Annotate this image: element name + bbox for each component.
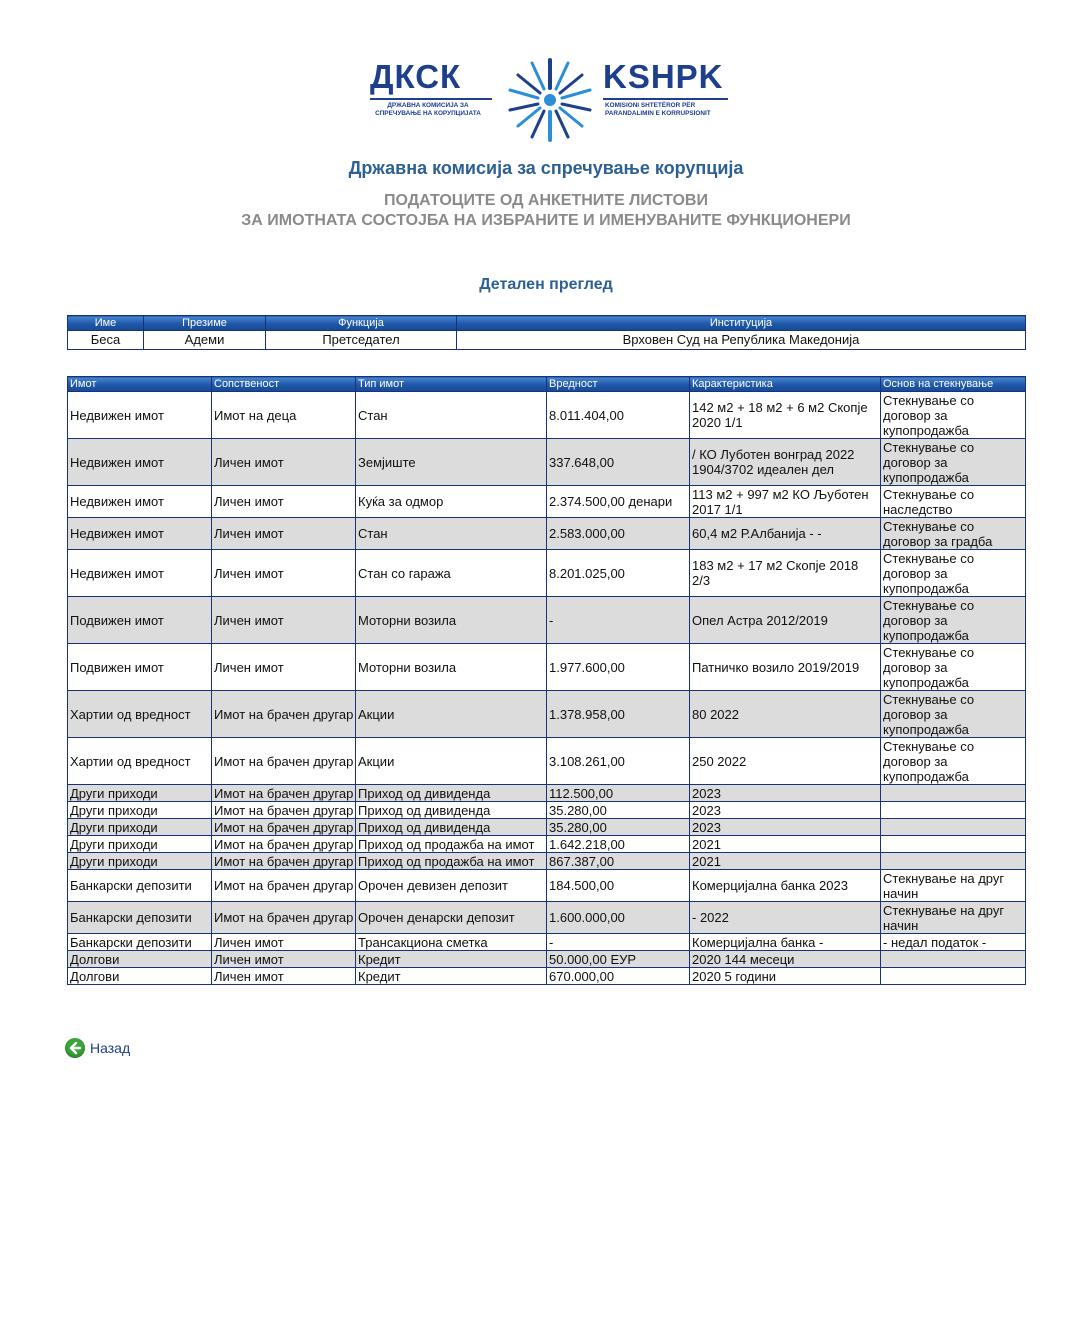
asset-cell: Долгови xyxy=(68,968,212,985)
basis-cell xyxy=(881,802,1026,819)
ownership-cell: Личен имот xyxy=(212,644,356,691)
value-cell: 1.600.000,00 xyxy=(547,902,690,934)
characteristic-cell: 113 м2 + 997 м2 КО Љуботен 2017 1/1 xyxy=(690,486,881,518)
basis-cell: Стекнување со договор за градба xyxy=(881,518,1026,550)
header-value: Вредност xyxy=(547,377,690,392)
header-acquisition-basis: Основ на стекнување xyxy=(881,377,1026,392)
logo xyxy=(360,50,740,150)
characteristic-cell: 60,4 м2 Р.Албанија - - xyxy=(690,518,881,550)
type-cell: Приход од дивиденда xyxy=(356,819,547,836)
characteristic-cell: 142 м2 + 18 м2 + 6 м2 Скопје 2020 1/1 xyxy=(690,392,881,439)
type-cell: Кредит xyxy=(356,968,547,985)
basis-cell: Стекнување на друг начин xyxy=(881,870,1026,902)
table-row xyxy=(68,968,1026,985)
asset-cell: Други приходи xyxy=(68,785,212,802)
ownership-cell: Имот на брачен другар xyxy=(212,785,356,802)
page-subtitle-line1: ПОДАТОЦИТЕ ОД АНКЕТНИТЕ ЛИСТОВИ xyxy=(384,192,708,209)
basis-cell: Стекнување со наследство xyxy=(881,486,1026,518)
value-cell: 1.378.958,00 xyxy=(547,691,690,738)
asset-cell: Хартии од вредност xyxy=(68,691,212,738)
institution-value: Врховен Суд на Република Македонија xyxy=(457,331,1026,350)
type-cell: Земјиште xyxy=(356,439,547,486)
value-cell: 50.000,00 ЕУР xyxy=(547,951,690,968)
basis-cell xyxy=(881,836,1026,853)
basis-cell xyxy=(881,853,1026,870)
characteristic-cell: Опел Астра 2012/2019 xyxy=(690,597,881,644)
value-cell: 184.500,00 xyxy=(547,870,690,902)
value-cell: 112.500,00 xyxy=(547,785,690,802)
characteristic-cell: 183 м2 + 17 м2 Скопје 2018 2/3 xyxy=(690,550,881,597)
value-cell: 1.642.218,00 xyxy=(547,836,690,853)
official-info-table xyxy=(67,315,1026,350)
basis-cell xyxy=(881,968,1026,985)
first-name-value: Беса xyxy=(68,331,144,350)
characteristic-cell: 250 2022 xyxy=(690,738,881,785)
characteristic-cell: 2023 xyxy=(690,802,881,819)
type-cell: Приход од дивиденда xyxy=(356,785,547,802)
sunburst-icon xyxy=(490,50,610,150)
assets-table xyxy=(67,376,1026,985)
header-characteristic: Карактеристика xyxy=(690,377,881,392)
logo-subtitle-mk: ДРЖАВНА КОМИСИЈА ЗА СПРЕЧУВАЊЕ НА КОРУПЦИЈАТА xyxy=(375,102,481,117)
value-cell: 1.977.600,00 xyxy=(547,644,690,691)
asset-cell: Други приходи xyxy=(68,836,212,853)
value-cell: 337.648,00 xyxy=(547,439,690,486)
function-value: Претседател xyxy=(266,331,457,350)
ownership-cell: Имот на брачен другар xyxy=(212,738,356,785)
type-cell: Стан со гаража xyxy=(356,550,547,597)
ownership-cell: Личен имот xyxy=(212,597,356,644)
basis-cell xyxy=(881,785,1026,802)
characteristic-cell: 2020 144 месеци xyxy=(690,951,881,968)
page-subtitle-line2: ЗА ИМОТНАТА СОСТОЈБА НА ИЗБРАНИТЕ И ИМЕНУВАНИТЕ ФУНКЦИОНЕРИ xyxy=(241,212,851,229)
table-row xyxy=(68,738,1026,785)
characteristic-cell: Комерцијална банка 2023 xyxy=(690,870,881,902)
characteristic-cell: 80 2022 xyxy=(690,691,881,738)
ownership-cell: Личен имот xyxy=(212,968,356,985)
table-row xyxy=(68,902,1026,934)
characteristic-cell: - 2022 xyxy=(690,902,881,934)
header-ownership: Сопственост xyxy=(212,377,356,392)
asset-cell: Долгови xyxy=(68,951,212,968)
type-cell: Стан xyxy=(356,392,547,439)
type-cell: Акции xyxy=(356,691,547,738)
characteristic-cell: / КО Луботен вонград 2022 1904/3702 идеален дел xyxy=(690,439,881,486)
basis-cell: Стекнување со договор за купопродажба xyxy=(881,738,1026,785)
value-cell: - xyxy=(547,597,690,644)
arrow-left-icon[interactable] xyxy=(65,1038,85,1058)
basis-cell: Стекнување со договор за купопродажба xyxy=(881,439,1026,486)
table-row xyxy=(68,870,1026,902)
asset-cell: Недвижен имот xyxy=(68,439,212,486)
ownership-cell: Имот на брачен другар xyxy=(212,853,356,870)
last-name-value: Адеми xyxy=(144,331,266,350)
basis-cell: Стекнување со договор за купопродажба xyxy=(881,691,1026,738)
table-row xyxy=(68,486,1026,518)
header-last-name: Презиме xyxy=(144,316,266,331)
asset-cell: Други приходи xyxy=(68,802,212,819)
ownership-cell: Имот на брачен другар xyxy=(212,819,356,836)
asset-cell: Банкарски депозити xyxy=(68,902,212,934)
asset-cell: Хартии од вредност xyxy=(68,738,212,785)
value-cell: 867.387,00 xyxy=(547,853,690,870)
logo-underline-right xyxy=(603,98,728,100)
basis-cell xyxy=(881,819,1026,836)
basis-cell: Стекнување на друг начин xyxy=(881,902,1026,934)
official-info-row xyxy=(68,331,1026,350)
characteristic-cell: 2021 xyxy=(690,836,881,853)
ownership-cell: Личен имот xyxy=(212,951,356,968)
logo-name-al: KSHPK xyxy=(603,58,724,95)
back-label[interactable]: Назад xyxy=(90,1040,131,1056)
asset-cell: Подвижен имот xyxy=(68,597,212,644)
characteristic-cell: 2021 xyxy=(690,853,881,870)
page-title: Државна комисија за спречување корупција xyxy=(348,158,744,178)
table-row xyxy=(68,392,1026,439)
ownership-cell: Имот на брачен другар xyxy=(212,870,356,902)
assets-header xyxy=(68,377,1026,392)
type-cell: Орочен денарски депозит xyxy=(356,902,547,934)
value-cell: 3.108.261,00 xyxy=(547,738,690,785)
table-row xyxy=(68,691,1026,738)
table-row xyxy=(68,836,1026,853)
table-row xyxy=(68,853,1026,870)
table-row xyxy=(68,785,1026,802)
type-cell: Моторни возила xyxy=(356,597,547,644)
value-cell: - xyxy=(547,934,690,951)
ownership-cell: Личен имот xyxy=(212,439,356,486)
basis-cell: Стекнување со договор за купопродажба xyxy=(881,550,1026,597)
value-cell: 2.583.000,00 xyxy=(547,518,690,550)
type-cell: Акции xyxy=(356,738,547,785)
characteristic-cell: 2023 xyxy=(690,785,881,802)
ownership-cell: Имот на брачен другар xyxy=(212,691,356,738)
table-row xyxy=(68,597,1026,644)
basis-cell xyxy=(881,951,1026,968)
characteristic-cell: Комерцијална банка - xyxy=(690,934,881,951)
ownership-cell: Имот на брачен другар xyxy=(212,836,356,853)
asset-cell: Подвижен имот xyxy=(68,644,212,691)
type-cell: Моторни возила xyxy=(356,644,547,691)
logo-subtitle-al: KOMISIONI SHTETËROR PËR PARANDALIMIN E KORRUPSIONIT xyxy=(605,102,711,117)
logo-underline-left xyxy=(370,98,492,100)
ownership-cell: Личен имот xyxy=(212,486,356,518)
value-cell: 35.280,00 xyxy=(547,819,690,836)
type-cell: Стан xyxy=(356,518,547,550)
header-asset: Имот xyxy=(68,377,212,392)
ownership-cell: Имот на деца xyxy=(212,392,356,439)
value-cell: 35.280,00 xyxy=(547,802,690,819)
type-cell: Трансакциона сметка xyxy=(356,934,547,951)
type-cell: Орочен девизен депозит xyxy=(356,870,547,902)
asset-cell: Недвижен имот xyxy=(68,550,212,597)
basis-cell: - недал податок - xyxy=(881,934,1026,951)
back-link[interactable] xyxy=(65,1038,130,1058)
characteristic-cell: 2023 xyxy=(690,819,881,836)
ownership-cell: Личен имот xyxy=(212,550,356,597)
asset-cell: Недвижен имот xyxy=(68,486,212,518)
asset-cell: Други приходи xyxy=(68,853,212,870)
asset-cell: Банкарски депозити xyxy=(68,870,212,902)
asset-cell: Недвижен имот xyxy=(68,518,212,550)
ownership-cell: Имот на брачен другар xyxy=(212,802,356,819)
basis-cell: Стекнување со договор за купопродажба xyxy=(881,392,1026,439)
value-cell: 2.374.500,00 денари xyxy=(547,486,690,518)
characteristic-cell: 2020 5 години xyxy=(690,968,881,985)
table-row xyxy=(68,518,1026,550)
value-cell: 670.000,00 xyxy=(547,968,690,985)
asset-cell: Недвижен имот xyxy=(68,392,212,439)
header-asset-type: Тип имот xyxy=(356,377,547,392)
value-cell: 8.201.025,00 xyxy=(547,550,690,597)
table-row xyxy=(68,802,1026,819)
official-info-header xyxy=(68,316,1026,331)
header-function: Функција xyxy=(266,316,457,331)
type-cell: Кредит xyxy=(356,951,547,968)
table-row xyxy=(68,644,1026,691)
value-cell: 8.011.404,00 xyxy=(547,392,690,439)
table-row xyxy=(68,439,1026,486)
basis-cell: Стекнување со договор за купопродажба xyxy=(881,644,1026,691)
table-row xyxy=(68,934,1026,951)
ownership-cell: Личен имот xyxy=(212,934,356,951)
type-cell: Куќа за одмор xyxy=(356,486,547,518)
logo-name-mk: ДКСК xyxy=(370,58,462,95)
table-row xyxy=(68,819,1026,836)
asset-cell: Банкарски депозити xyxy=(68,934,212,951)
characteristic-cell: Патничко возило 2019/2019 xyxy=(690,644,881,691)
basis-cell: Стекнување со договор за купопродажба xyxy=(881,597,1026,644)
asset-cell: Други приходи xyxy=(68,819,212,836)
header-first-name: Име xyxy=(68,316,144,331)
type-cell: Приход од продажба на имот xyxy=(356,853,547,870)
detail-title: Детален преглед xyxy=(479,276,613,293)
table-row xyxy=(68,550,1026,597)
ownership-cell: Личен имот xyxy=(212,518,356,550)
type-cell: Приход од продажба на имот xyxy=(356,836,547,853)
table-row xyxy=(68,951,1026,968)
ownership-cell: Имот на брачен другар xyxy=(212,902,356,934)
header-institution: Институција xyxy=(457,316,1026,331)
type-cell: Приход од дивиденда xyxy=(356,802,547,819)
